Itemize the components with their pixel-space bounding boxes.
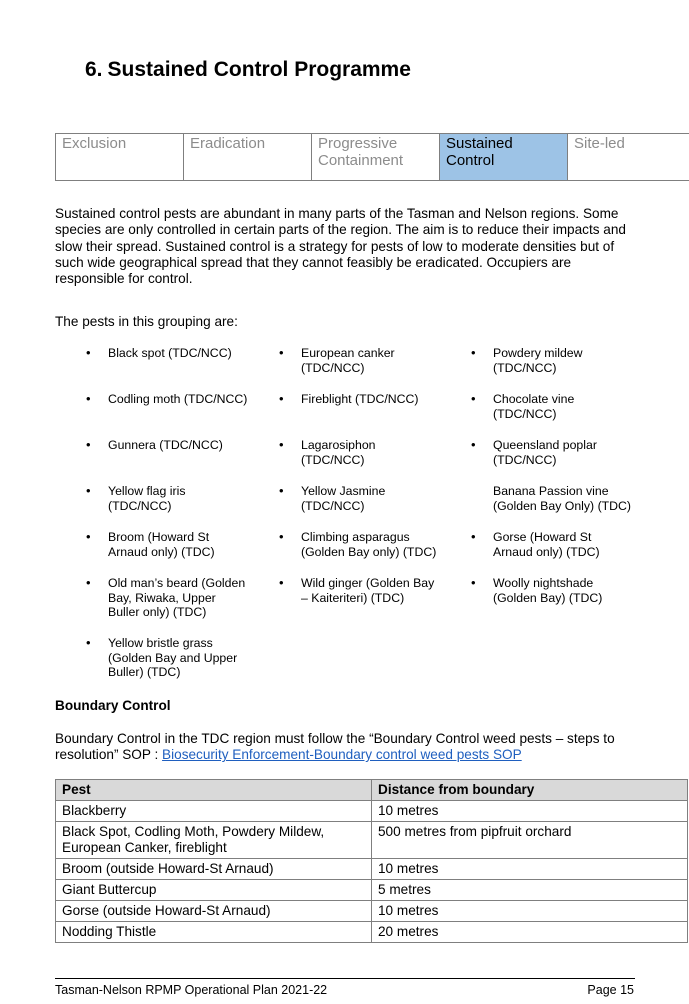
- bullet-icon: •: [86, 437, 91, 452]
- pest-list-item: [279, 483, 441, 513]
- footer-divider: [55, 978, 635, 979]
- pest-list-item: [86, 575, 248, 620]
- boundary-distance-table: [55, 779, 688, 943]
- column-header-pest: Pest: [56, 780, 372, 801]
- distance-cell: 10 metres: [372, 901, 688, 922]
- pest-name: Gorse (Howard St Arnaud only) (TDC): [493, 530, 600, 559]
- stage-eradication: Eradication: [184, 134, 312, 181]
- table-row: [56, 901, 688, 922]
- pest-cell: Black Spot, Codling Moth, Powdery Mildew, European Canker, fireblight: [56, 822, 372, 859]
- pest-cell: Blackberry: [56, 801, 372, 822]
- pest-list-item: [86, 529, 248, 559]
- pest-list-item: [471, 345, 633, 375]
- pest-name: Powdery mildew (TDC/NCC): [493, 346, 583, 375]
- table-row: [56, 822, 688, 859]
- pest-list-item: [279, 529, 441, 559]
- pest-list-item: [86, 483, 248, 513]
- distance-cell: 10 metres: [372, 859, 688, 880]
- bullet-icon: •: [86, 635, 91, 650]
- footer-document-title: Tasman-Nelson RPMP Operational Plan 2021-22: [55, 983, 328, 997]
- boundary-control-text: [55, 731, 630, 764]
- pest-name: Codling moth (TDC/NCC): [108, 392, 248, 406]
- pest-cell: Giant Buttercup: [56, 880, 372, 901]
- bullet-icon: •: [279, 437, 284, 452]
- pest-list-item: [471, 391, 633, 421]
- bullet-icon: •: [279, 345, 284, 360]
- pest-list-item: [86, 437, 248, 453]
- bullet-icon: •: [279, 391, 284, 406]
- stage-exclusion: Exclusion: [56, 134, 184, 181]
- table-row: [56, 801, 688, 822]
- pest-name: Yellow Jasmine (TDC/NCC): [301, 484, 386, 513]
- pest-list-item: [493, 484, 633, 513]
- section-heading: [85, 58, 411, 82]
- stage-progressive-containment: Progressive Containment: [312, 134, 440, 181]
- pest-name: European canker (TDC/NCC): [301, 346, 395, 375]
- pest-list-item: [86, 345, 248, 361]
- stages-row: [56, 134, 689, 181]
- bullet-icon: •: [279, 529, 284, 544]
- table-header-row: [56, 780, 688, 801]
- pest-name: Queensland poplar (TDC/NCC): [493, 438, 597, 467]
- sop-link[interactable]: Biosecurity Enforcement-Boundary control weed pests SOP: [162, 747, 522, 763]
- pest-name: Fireblight (TDC/NCC): [301, 392, 419, 406]
- pest-name: Broom (Howard St Arnaud only) (TDC): [108, 530, 215, 559]
- bullet-icon: •: [471, 345, 476, 360]
- pest-name: Banana Passion vine (Golden Bay Only) (TDC): [493, 484, 632, 513]
- bullet-icon: •: [471, 437, 476, 452]
- distance-cell: 10 metres: [372, 801, 688, 822]
- pest-name: Chocolate vine (TDC/NCC): [493, 392, 575, 421]
- bullet-icon: •: [279, 483, 284, 498]
- bullet-icon: •: [86, 575, 91, 590]
- table-row: [56, 880, 688, 901]
- pest-name: Gunnera (TDC/NCC): [108, 438, 223, 452]
- column-header-distance: Distance from boundary: [372, 780, 688, 801]
- pest-name: Old man’s beard (Golden Bay, Riwaka, Upper Buller only) (TDC): [108, 576, 246, 620]
- pest-cell: Gorse (outside Howard-St Arnaud): [56, 901, 372, 922]
- pest-name: Climbing asparagus (Golden Bay only) (TDC): [301, 530, 437, 559]
- distance-cell: 5 metres: [372, 880, 688, 901]
- bullet-icon: •: [471, 575, 476, 590]
- pest-list-item: [471, 575, 633, 605]
- pest-name: Lagarosiphon (TDC/NCC): [301, 438, 376, 467]
- pest-cell: Nodding Thistle: [56, 922, 372, 943]
- pest-list-item: [279, 391, 441, 407]
- bullet-icon: •: [86, 345, 91, 360]
- programme-stages-table: [55, 133, 689, 181]
- pest-list-item: [86, 635, 248, 680]
- pest-list-item: [86, 391, 248, 407]
- bullet-icon: •: [471, 391, 476, 406]
- section-title: Sustained Control Programme: [107, 58, 411, 81]
- bullet-icon: •: [86, 529, 91, 544]
- boundary-control-heading: Boundary Control: [55, 698, 171, 713]
- bullet-icon: •: [471, 529, 476, 544]
- pest-name: Yellow flag iris (TDC/NCC): [108, 484, 186, 513]
- stage-sustained-control: Sustained Control: [440, 134, 568, 181]
- pest-list-item: [279, 345, 441, 375]
- distance-cell: 500 metres from pipfruit orchard: [372, 822, 688, 859]
- stage-site-led: Site-led: [568, 134, 689, 181]
- pest-list-item: [279, 437, 441, 467]
- grouping-intro: The pests in this grouping are:: [55, 314, 238, 329]
- pest-cell: Broom (outside Howard-St Arnaud): [56, 859, 372, 880]
- pest-name: Yellow bristle grass (Golden Bay and Upper Buller) (TDC): [108, 636, 238, 680]
- pest-name: Woolly nightshade (Golden Bay) (TDC): [493, 576, 603, 605]
- intro-paragraph: Sustained control pests are abundant in many parts of the Tasman and Nelson regions. Some species are only controlled in certain parts of the region. The aim is to reduce their impacts and slow their spread. Sustained control is a strategy for pests of low to moderate densities but of such wide geographical spread that they cannot feasibly be eradicated. Occupiers are responsible for control.: [55, 206, 626, 287]
- pest-list-item: [471, 437, 633, 467]
- pest-name: Wild ginger (Golden Bay – Kaiteriteri) (TDC): [301, 576, 435, 605]
- bullet-icon: •: [86, 391, 91, 406]
- distance-cell: 20 metres: [372, 922, 688, 943]
- table-row: [56, 859, 688, 880]
- pest-list-item: [279, 575, 441, 605]
- bullet-icon: •: [279, 575, 284, 590]
- footer-page-number: Page 15: [587, 983, 634, 997]
- table-row: [56, 922, 688, 943]
- boundary-text: Boundary Control in the TDC region must follow the “Boundary Control weed pests – steps to resolution” SOP :: [55, 731, 615, 763]
- bullet-icon: •: [86, 483, 91, 498]
- section-number: 6.: [85, 58, 103, 81]
- pest-list-item: [471, 529, 633, 559]
- pest-name: Black spot (TDC/NCC): [108, 346, 232, 360]
